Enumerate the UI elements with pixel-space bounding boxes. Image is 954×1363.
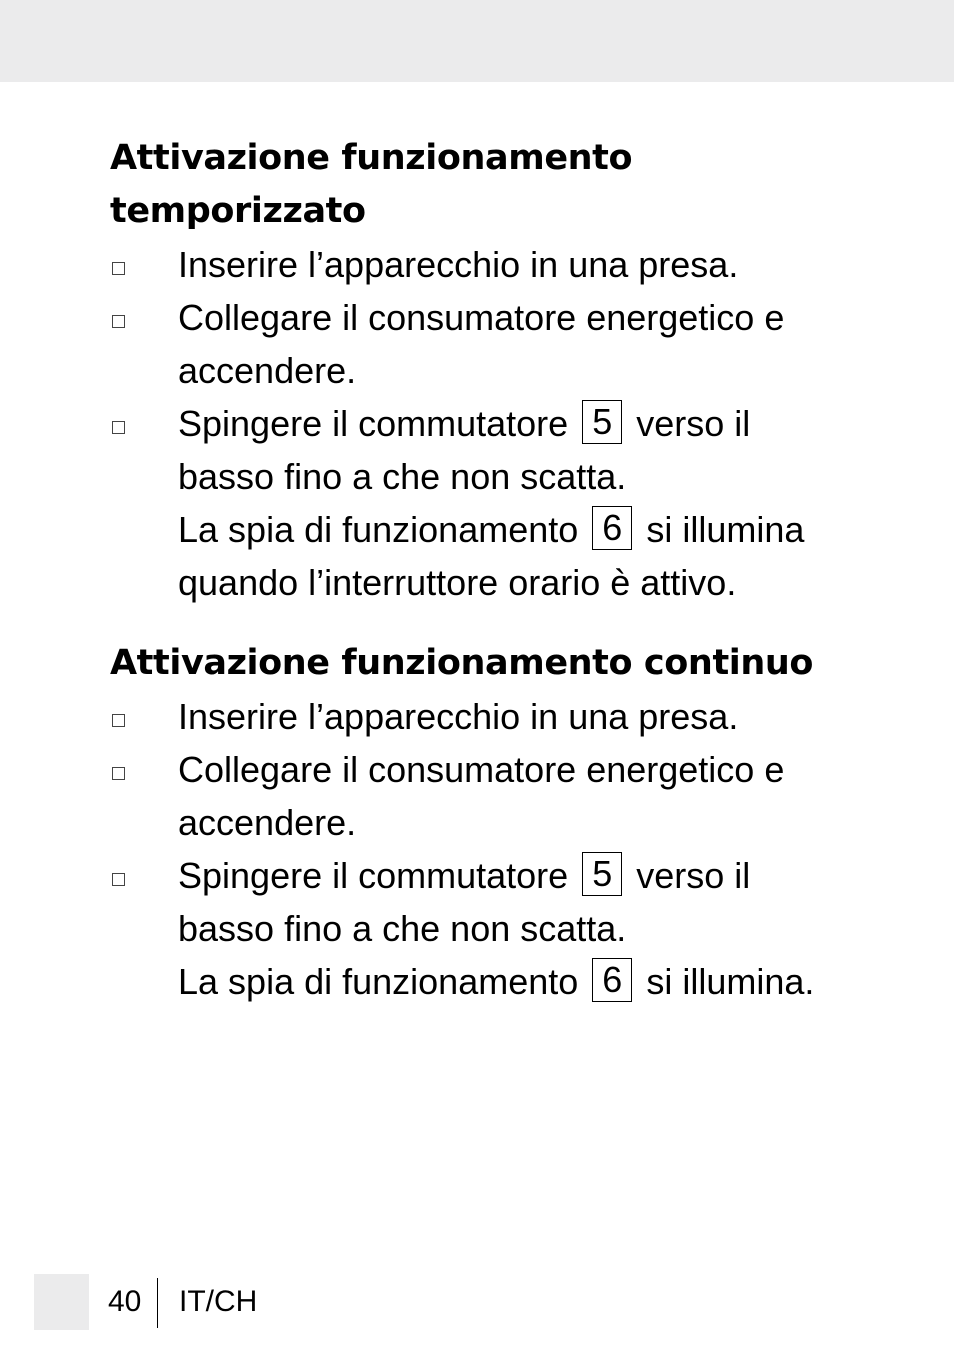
square-bullet-icon (112, 315, 125, 328)
step-text-after: verso il basso fino a che non scatta. (178, 403, 751, 497)
step-text: Inserire l’apparecchio in una presa. (178, 244, 739, 285)
list-item (110, 743, 850, 849)
step-text: Collegare il consumatore energetico e accendere. (178, 297, 785, 391)
step-list (110, 690, 850, 1008)
square-bullet-icon (112, 421, 125, 434)
note-text-before: La spia di funzionamento (178, 509, 579, 550)
section-timed-operation (110, 132, 850, 609)
step-text (178, 849, 850, 955)
list-item (110, 397, 850, 609)
step-text-before: Spingere il commutatore (178, 855, 569, 896)
page-number: 40 (108, 1285, 142, 1318)
header-band (0, 0, 954, 82)
list-item (110, 849, 850, 1008)
square-bullet-icon (112, 714, 125, 727)
square-bullet-icon (112, 262, 125, 275)
footer-divider (157, 1278, 158, 1328)
step-text-after: verso il basso fino a che non scatta. (178, 855, 751, 949)
step-text (178, 397, 850, 503)
part-reference-5: 5 (582, 852, 622, 896)
part-reference-6: 6 (592, 958, 632, 1002)
step-list (110, 238, 850, 609)
step-text: Collegare il consumatore energetico e accendere. (178, 749, 785, 843)
note-text-after: si illumina. (646, 961, 815, 1002)
square-bullet-icon (112, 767, 125, 780)
step-note (178, 503, 850, 609)
step-text-before: Spingere il commutatore (178, 403, 569, 444)
step-note (178, 955, 850, 1008)
list-item (110, 238, 850, 291)
list-item (110, 291, 850, 397)
note-text-before: La spia di funzionamento (178, 961, 579, 1002)
list-item (110, 690, 850, 743)
document-body (110, 132, 850, 1008)
step-text: Inserire l’apparecchio in una presa. (178, 696, 739, 737)
part-reference-5: 5 (582, 400, 622, 444)
part-reference-6: 6 (592, 506, 632, 550)
section-continuous-operation (110, 637, 850, 1008)
section-heading: Attivazione funzionamento temporizzato (110, 138, 633, 231)
locale-label: IT/CH (179, 1285, 258, 1318)
square-bullet-icon (112, 873, 125, 886)
note-text-after: si illumina quando l’interruttore orario è attivo. (178, 509, 805, 603)
footer-marker (34, 1274, 89, 1330)
section-heading: Attivazione funzionamento continuo (110, 643, 814, 683)
